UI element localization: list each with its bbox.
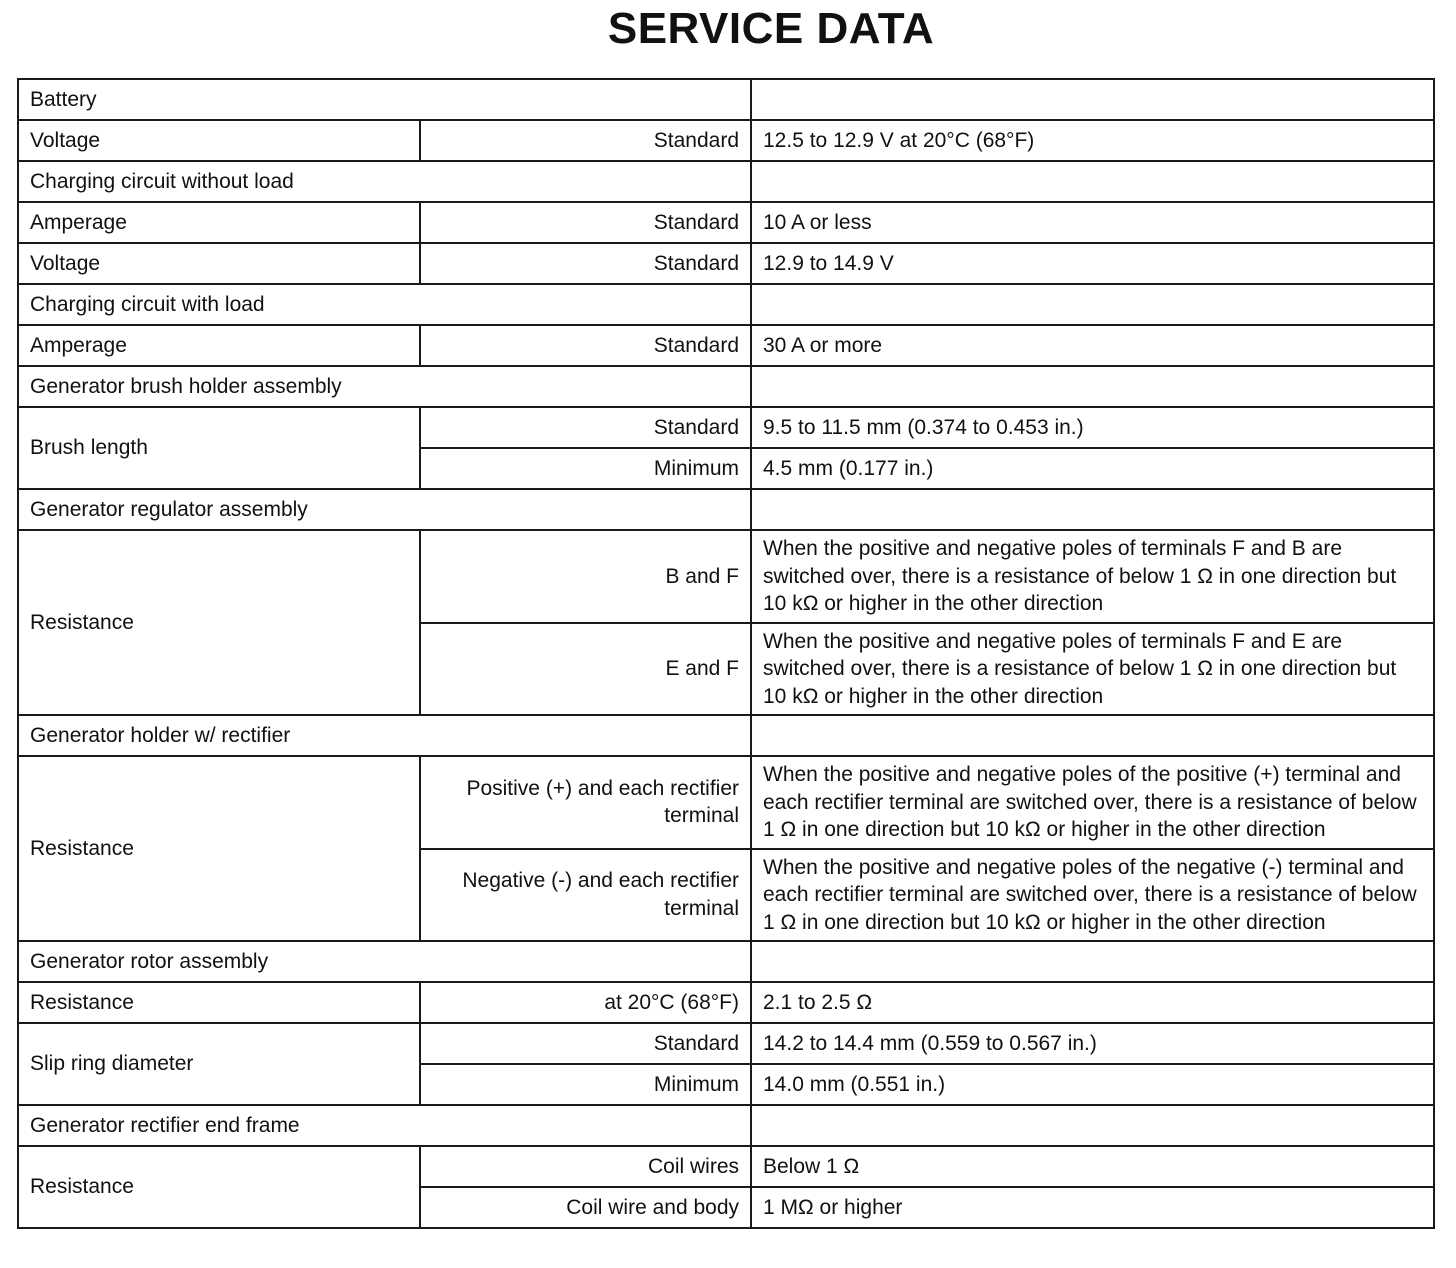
value-cell: 10 A or less [751, 202, 1434, 243]
empty-cell [751, 366, 1434, 407]
section-row-regulator [18, 489, 1434, 530]
table-row [18, 1023, 1434, 1064]
item-cell: Brush length [18, 407, 420, 489]
condition-cell: B and F [420, 530, 751, 623]
table-row [18, 756, 1434, 849]
item-cell: Slip ring diameter [18, 1023, 420, 1105]
item-cell: Resistance [18, 982, 420, 1023]
condition-cell: Standard [420, 407, 751, 448]
condition-cell: Minimum [420, 1064, 751, 1105]
value-cell: Below 1 Ω [751, 1146, 1434, 1187]
value-cell: When the positive and negative poles of the positive (+) terminal and each rectifier terminal are switched over, there is a resistance of below 1 Ω in one direction but 10 kΩ or higher in the other direction [751, 756, 1434, 849]
table-row [18, 1146, 1434, 1187]
value-cell: 14.0 mm (0.551 in.) [751, 1064, 1434, 1105]
value-cell: 4.5 mm (0.177 in.) [751, 448, 1434, 489]
empty-cell [751, 284, 1434, 325]
table-row [18, 982, 1434, 1023]
value-cell: When the positive and negative poles of terminals F and B are switched over, there is a resistance of below 1 Ω in one direction but 10 kΩ or higher in the other direction [751, 530, 1434, 623]
table-row [18, 530, 1434, 623]
empty-cell [751, 941, 1434, 982]
empty-cell [751, 79, 1434, 120]
condition-cell: Negative (-) and each rectifier terminal [420, 849, 751, 942]
value-cell: 2.1 to 2.5 Ω [751, 982, 1434, 1023]
section-heading: Generator rectifier end frame [18, 1105, 751, 1146]
empty-cell [751, 161, 1434, 202]
item-cell: Voltage [18, 243, 420, 284]
value-cell: 12.5 to 12.9 V at 20°C (68°F) [751, 120, 1434, 161]
table-row [18, 407, 1434, 448]
section-row-brush-holder [18, 366, 1434, 407]
condition-cell: Minimum [420, 448, 751, 489]
section-heading: Charging circuit with load [18, 284, 751, 325]
page-title: SERVICE DATA [607, 4, 935, 53]
value-cell: 30 A or more [751, 325, 1434, 366]
item-cell: Resistance [18, 530, 420, 715]
condition-cell: at 20°C (68°F) [420, 982, 751, 1023]
condition-cell: Coil wire and body [420, 1187, 751, 1228]
table-row [18, 243, 1434, 284]
value-cell: 1 MΩ or higher [751, 1187, 1434, 1228]
table-row [18, 325, 1434, 366]
section-row-battery [18, 79, 1434, 120]
value-cell: 12.9 to 14.9 V [751, 243, 1434, 284]
section-heading: Generator regulator assembly [18, 489, 751, 530]
item-cell: Voltage [18, 120, 420, 161]
value-cell: When the positive and negative poles of terminals F and E are switched over, there is a resistance of below 1 Ω in one direction but 10 kΩ or higher in the other direction [751, 623, 1434, 716]
section-row-charging-no-load [18, 161, 1434, 202]
value-cell: 14.2 to 14.4 mm (0.559 to 0.567 in.) [751, 1023, 1434, 1064]
empty-cell [751, 489, 1434, 530]
section-heading: Charging circuit without load [18, 161, 751, 202]
section-row-end-frame [18, 1105, 1434, 1146]
value-cell: 9.5 to 11.5 mm (0.374 to 0.453 in.) [751, 407, 1434, 448]
value-cell: When the positive and negative poles of the negative (-) terminal and each rectifier terminal are switched over, there is a resistance of below 1 Ω in one direction but 10 kΩ or higher in the other direction [751, 849, 1434, 942]
condition-cell: Standard [420, 1023, 751, 1064]
condition-cell: Standard [420, 243, 751, 284]
service-data-table [17, 78, 1435, 1229]
condition-cell: Positive (+) and each rectifier terminal [420, 756, 751, 849]
item-cell: Amperage [18, 202, 420, 243]
empty-cell [751, 715, 1434, 756]
section-row-holder-rectifier [18, 715, 1434, 756]
condition-cell: E and F [420, 623, 751, 716]
condition-cell: Standard [420, 202, 751, 243]
condition-cell: Coil wires [420, 1146, 751, 1187]
item-cell: Amperage [18, 325, 420, 366]
section-row-rotor [18, 941, 1434, 982]
section-heading: Generator holder w/ rectifier [18, 715, 751, 756]
item-cell: Resistance [18, 756, 420, 941]
condition-cell: Standard [420, 120, 751, 161]
empty-cell [751, 1105, 1434, 1146]
section-row-charging-load [18, 284, 1434, 325]
section-heading: Generator brush holder assembly [18, 366, 751, 407]
item-cell: Resistance [18, 1146, 420, 1228]
section-heading: Generator rotor assembly [18, 941, 751, 982]
section-heading: Battery [18, 79, 751, 120]
table-row [18, 202, 1434, 243]
table-row [18, 120, 1434, 161]
condition-cell: Standard [420, 325, 751, 366]
